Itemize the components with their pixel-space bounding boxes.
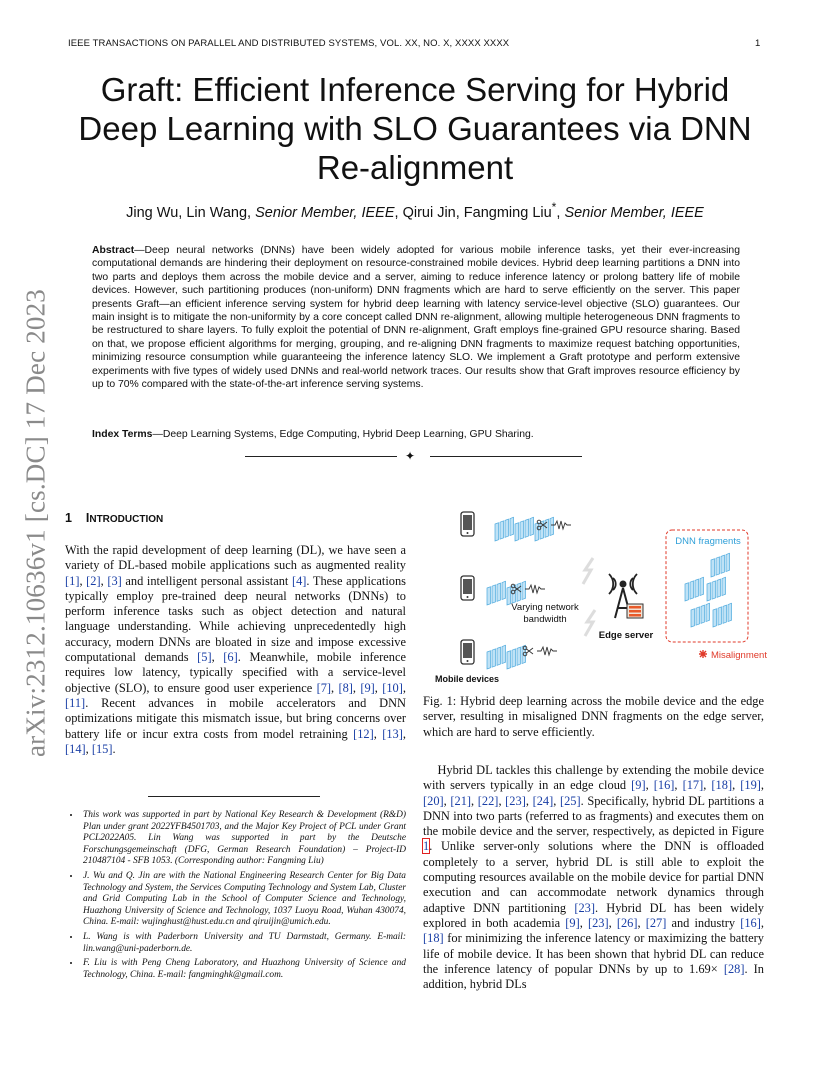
citation-link[interactable]: [1] xyxy=(65,573,80,588)
citation-link[interactable]: [6] xyxy=(223,650,238,665)
citation-link[interactable]: [13] xyxy=(382,726,403,741)
citation-link[interactable]: [9] xyxy=(360,680,375,695)
dnn-layers-icon xyxy=(495,517,554,541)
citation-link[interactable]: [25] xyxy=(559,793,581,808)
label-misalignment: Misalignment xyxy=(711,650,767,661)
fragment-stack-icon xyxy=(685,577,726,601)
author-list xyxy=(60,200,770,221)
index-terms-text: —Deep Learning Systems, Edge Computing, Hybrid Deep Learning, GPU Sharing. xyxy=(152,429,534,440)
page-number: 1 xyxy=(755,38,761,49)
section-title-initial: I xyxy=(85,511,90,525)
citation-link[interactable]: [23] xyxy=(574,900,595,915)
figure-caption: Fig. 1: Hybrid deep learning across the mobile device and the edge server, resulting in misaligned DNN fragments on the edge server, which are hard to serve efficiently. xyxy=(423,694,764,739)
intro-paragraph: With the rapid development of deep learning (DL), we have seen a variety of DL-based mobile applications such as augmented reality [1], [2], [3] and intelligent personal assistant [4]. These applications typically employ pre-trained deep neural networks (DNNs) to perform inference tasks such as object detection and natural language understanding. While achieving unprecedentedly high accuracy, modern DNNs are bloated in size and impose excessive computational demands [5], [6]. Meanwhile, mobile inference requires low latency, typically specified with a service-level objective (SLO), to ensure good user experience [7], [8], [9], [10], [11]. Recent advances in mobile accelerators and DNN optimizations mitigate this mismatch issue, but bring concerns over battery life or incur extra costs from model retraining [12], [13], [14], [15]. xyxy=(65,543,406,756)
arxiv-stamp-text: arXiv:2312.10636v1 [cs.DC] 17 Dec 2023 xyxy=(20,288,51,757)
figure-hybrid-dl xyxy=(423,500,768,690)
citation-link[interactable]: [18] xyxy=(711,778,733,793)
citation-link[interactable]: [9] xyxy=(565,915,580,930)
paper-title: Graft: Efficient Inference Serving for Hybrid Deep Learning with SLO Guarantees via DNN Re-alignment xyxy=(78,71,752,186)
citation-link[interactable]: [14] xyxy=(65,741,86,756)
abstract-label: Abstract xyxy=(92,245,135,256)
label-bandwidth: bandwidth xyxy=(523,614,567,625)
citation-link[interactable]: [20] xyxy=(423,793,444,808)
citation-link[interactable]: [19] xyxy=(740,778,761,793)
citation-link[interactable]: [22] xyxy=(477,793,499,808)
footnotes xyxy=(65,810,406,984)
footnote-funding: • This work was supported in part by National Key Research & Development (R&D) Plan under grant 2022YFB4501703, and the Major Key Project of PCL under Grant PCL2022A05. Lin Wang was supported in part by the Deutsche Forschungsgemeinschaft (DFG, German Research Foundation) – Project-ID 210487104 - SFB 1053. (Corresponding author: Fangming Liu) xyxy=(81,810,406,868)
citation-link[interactable]: [4] xyxy=(291,573,307,588)
figure-link[interactable]: 1 xyxy=(423,839,430,854)
citation-link[interactable]: [21] xyxy=(450,793,472,808)
server-icon xyxy=(627,604,643,618)
journal-header: IEEE TRANSACTIONS ON PARALLEL AND DISTRIBUTED SYSTEMS, VOL. XX, NO. X, XXXX XXXX xyxy=(68,38,510,49)
mobile-phone-icon xyxy=(461,512,474,536)
right-column-paragraph: Hybrid DL tackles this challenge by extending the mobile device with servers typically in an edge cloud [9], [16], [17], [18], [19], [20], [21], [22], [23], [24], [25]. Specifically, hybrid DL partitions a DNN into two parts (referred to as fragments) and executes them on the mobile device and the server, respectively, as depicted in Figure 1. Unlike server-only solutions where the DNN is offloaded completely to a server, hybrid DL is still able to exploit the computing resources available on the mobile device for partial DNN execution and can accommodate network dynamics through adaptive DNN partitioning [23]. Hybrid DL has been widely explored in both academia [9], [23], [26], [27] and industry [16], [18] for minimizing the inference latency or maximizing the battery life of mobile device. It has been shown that hybrid DL can reduce the inference latency of popular DNNs by up to 1.69× [28]. In addition, hybrid DLs xyxy=(423,763,765,992)
label-edge-server: Edge server xyxy=(598,630,654,641)
label-varying-network: Varying network xyxy=(511,602,579,613)
corresponding-mark: * xyxy=(551,200,557,214)
citation-link[interactable]: [15] xyxy=(91,741,113,756)
citation-link[interactable]: [24] xyxy=(532,793,554,808)
citation-link[interactable]: [5] xyxy=(197,650,212,665)
fragment-stack-icon xyxy=(691,603,732,627)
citation-link[interactable]: [10] xyxy=(382,680,403,695)
citation-link[interactable]: [23] xyxy=(587,915,609,930)
citation-link[interactable]: [9] xyxy=(631,778,646,793)
footnote-rule xyxy=(148,796,320,797)
footnote-affiliation-wang: • L. Wang is with Paderborn University and TU Darmstadt, Germany. E-mail: lin.wang@uni-paderborn.de. xyxy=(81,932,406,955)
citation-link[interactable]: [16] xyxy=(740,915,761,930)
citation-link[interactable]: [2] xyxy=(86,573,101,588)
citation-link[interactable]: [17] xyxy=(682,778,704,793)
label-dnn-fragments: DNN fragments xyxy=(675,536,741,547)
signal-wave-icon xyxy=(537,647,557,655)
authors-part-2: , Qirui Jin, Fangming Liu xyxy=(394,204,552,221)
dnn-layers-icon xyxy=(487,645,526,669)
citation-link[interactable]: [16] xyxy=(653,778,675,793)
abstract xyxy=(92,244,740,391)
citation-link[interactable]: [23] xyxy=(505,793,526,808)
lightning-icon xyxy=(583,558,593,584)
section-title-rest: NTRODUCTION xyxy=(89,514,164,525)
divider-star-icon: ✦ xyxy=(405,449,416,463)
divider-left xyxy=(245,456,397,457)
citation-link[interactable]: [18] xyxy=(423,931,444,946)
lightning-icon xyxy=(585,610,595,636)
signal-wave-icon xyxy=(525,585,545,593)
citation-link[interactable]: [3] xyxy=(107,573,122,588)
fragment-stack-icon xyxy=(711,553,730,577)
abstract-text: —Deep neural networks (DNNs) have been widely adopted for various mobile inference tasks, yet their ever-increasing computational demands are hindering their deployment on resource-constrained mobile devices. Hybrid deep learning partitions a DNN into two parts and deploys them across the mobile device and a server, aiming to reduce inference latency or prolong battery life of mobile devices. However, such partitioning produces (non-uniform) DNN fragments which are hard to serve efficiently on the server. This paper presents Graft—an efficient inference serving system for hybrid deep learning with latency service-level objective (SLO) guarantees. Our main insight is to mitigate the non-uniformity by a core concept called DNN re-alignment, allowing multiple heterogeneous DNN fragments to be restructured to share layers. To fully exploit the potential of DNN re-alignment, Graft employs fine-grained GPU resource sharing. Based on that, we propose efficient algorithms for merging, grouping, and re-aligning DNN fragments to maximize request batching opportunities, minimizing resource consumption while guaranteeing the inference latency SLO. We implement a Graft prototype and perform extensive experiments with five types of widely used DNNs and real-world network traces. Our results show that Graft improves resource efficiency by up to 70% compared with the state-of-the-art inference serving systems. xyxy=(92,245,740,391)
authors-sep: , xyxy=(556,204,565,221)
author-role-1: Senior Member, IEEE xyxy=(255,204,395,221)
mobile-phone-icon xyxy=(461,640,474,664)
section-number: 1 xyxy=(65,511,72,525)
citation-link[interactable]: [27] xyxy=(645,915,667,930)
citation-link[interactable]: [26] xyxy=(616,915,638,930)
signal-wave-icon xyxy=(551,521,571,529)
label-mobile-devices: Mobile devices xyxy=(435,674,500,684)
citation-link[interactable]: [7] xyxy=(316,680,332,695)
index-terms xyxy=(92,429,740,440)
author-role-2: Senior Member, IEEE xyxy=(564,204,704,221)
footnote-affiliation-liu: • F. Liu is with Peng Cheng Laboratory, and Huazhong University of Science and Technology, China. E-mail: fangminghk@gmail.com. xyxy=(81,958,406,981)
citation-link[interactable]: [11] xyxy=(65,695,86,710)
arxiv-stamp xyxy=(6,285,66,760)
speedup-value: 1.69× xyxy=(689,961,718,976)
mobile-phone-icon xyxy=(461,576,474,600)
citation-link[interactable]: [8] xyxy=(338,680,353,695)
authors-part-1: Jing Wu, Lin Wang, xyxy=(126,204,256,221)
misalignment-icon xyxy=(699,650,707,658)
section-heading xyxy=(65,511,163,525)
citation-link[interactable]: [28] xyxy=(723,961,745,976)
divider-right xyxy=(430,456,582,457)
footnote-affiliation-wu-jin: • J. Wu and Q. Jin are with the National Engineering Research Center for Big Data Technology and System, the Services Computing Technology and System Lab, Cluster and Grid Computing Lab in the School of Computer Science and Technology, Huazhong University of Science and Technology, 1037 Luoyu Road, Wuhan 430074, China. E-mail: wujinghust@hust.edu.cn and qiruijin@umich.edu. xyxy=(81,871,406,929)
citation-link[interactable]: [12] xyxy=(353,726,374,741)
index-terms-label: Index Terms xyxy=(92,429,153,440)
